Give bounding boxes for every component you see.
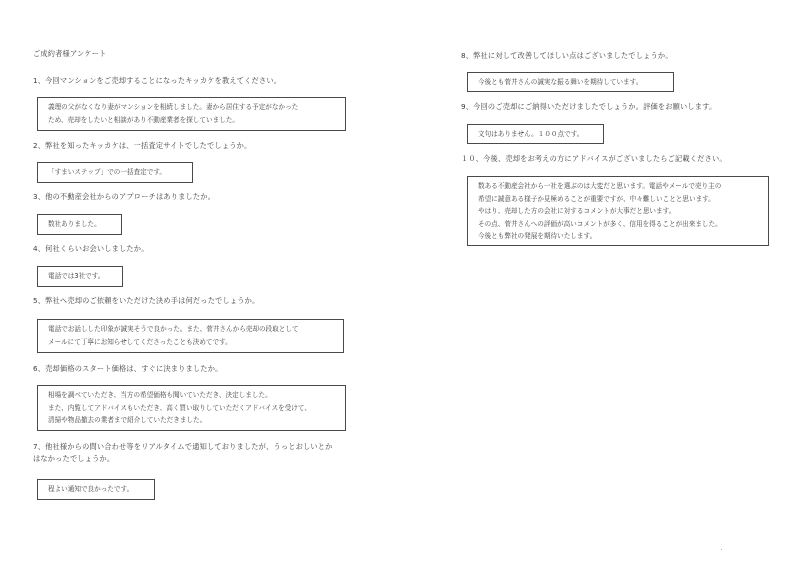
answer-10: [467, 176, 769, 246]
answer-6: [37, 385, 346, 431]
question-1: 1、今回マンションをご売却することになったキッカケを教えてください。: [33, 76, 282, 85]
question-10: １０、今後、売却をお考えの方にアドバイスがございましたらご記載ください。: [461, 154, 727, 163]
scan-speck: [721, 549, 722, 550]
answer-10-line-4: その点、菅井さんへの評価が高いコメントが多く、信用を得ることが出来ました。: [478, 219, 722, 228]
question-7-line-1: 7、他社様からの問い合わせ等をリアルタイムで通知しておりましたが、うっとおしいとか: [33, 442, 333, 451]
answer-8-line-1: 今後とも菅井さんの誠実な振る舞いを期待しています。: [478, 78, 643, 86]
question-9: 9、今回のご売却にご納得いただけましたでしょうか。評価をお願いします。: [461, 102, 717, 111]
answer-1-line-1: 義理の父がなくなり妻がマンションを相続しました。妻から居住する予定がなかった: [48, 103, 299, 111]
answer-7: [37, 479, 155, 500]
answer-10-line-5: 今後とも弊社の発展を期待いたします。: [478, 232, 597, 240]
answer-6-line-3: 清掃や物品撤去の業者まで紹介していただきました。: [48, 416, 207, 424]
question-3: 3、他の不動産会社からのアプローチはありましたか。: [33, 192, 216, 201]
answer-2: [37, 162, 193, 183]
answer-3-line-1: 数社ありました。: [48, 220, 101, 228]
question-7-line-2: はなかったでしょうか。: [33, 454, 115, 463]
answer-9-line-1: 文句はありません。１００点です。: [478, 130, 584, 138]
answer-6-line-1: 相場を調べていただき、当方の希望価格も聞いていただき、決定しました。: [48, 391, 272, 399]
answer-10-line-1: 数ある不動産会社から一社を選ぶのは大変だと思います。電話やメールで売り主の: [478, 182, 722, 190]
question-7: [33, 441, 333, 465]
answer-4: [37, 266, 123, 287]
answer-7-line-1: 程よい通知で良かったです。: [48, 485, 134, 493]
answer-3: [37, 214, 122, 235]
answer-9: [467, 124, 604, 144]
answer-10-line-2: 希望に誠意ある様子か見極めることが重要ですが、中々難しいことと思います。: [478, 194, 715, 203]
question-2: 2、弊社を知ったキッカケは、一括査定サイトでしたでしょうか。: [33, 141, 252, 150]
page-title: ご成約者様アンケート: [33, 49, 107, 58]
answer-2-line-1: 「すまいステップ」での一括査定です。: [48, 168, 167, 176]
answer-6-line-2: また、内覧してアドバイスもいただき、高く買い取りしていただくアドバイスを受けて、: [48, 403, 311, 412]
answer-10-line-3: やはり、売却した方の会社に対するコメントが大事だと思います。: [478, 207, 676, 215]
answer-5-line-1: 電話でお話しした印象が誠実そうで良かった。また、菅井さんから売却の段取として: [48, 325, 299, 333]
question-8: 8、弊社に対して改善してほしい点はございましたでしょうか。: [461, 51, 673, 60]
answer-4-line-1: 電話では3社です。: [48, 272, 105, 280]
question-5: 5、弊社へ売却のご依頼をいただけた決め手は何だったでしょうか。: [33, 296, 260, 305]
answer-1-line-2: ため、売却をしたいと相談があり不動産業者を探していました。: [48, 115, 239, 124]
question-4: 4、何社くらいお会いしましたか。: [33, 244, 149, 253]
answer-1: [37, 97, 346, 131]
answer-8: [467, 72, 674, 92]
question-6: 6、売却価格のスタート価格は、すぐに決まりましたか。: [33, 364, 223, 373]
answer-5: [37, 319, 344, 353]
answer-5-line-2: メールにて丁寧にお知らせしてくださったことも決めてです。: [48, 337, 232, 346]
